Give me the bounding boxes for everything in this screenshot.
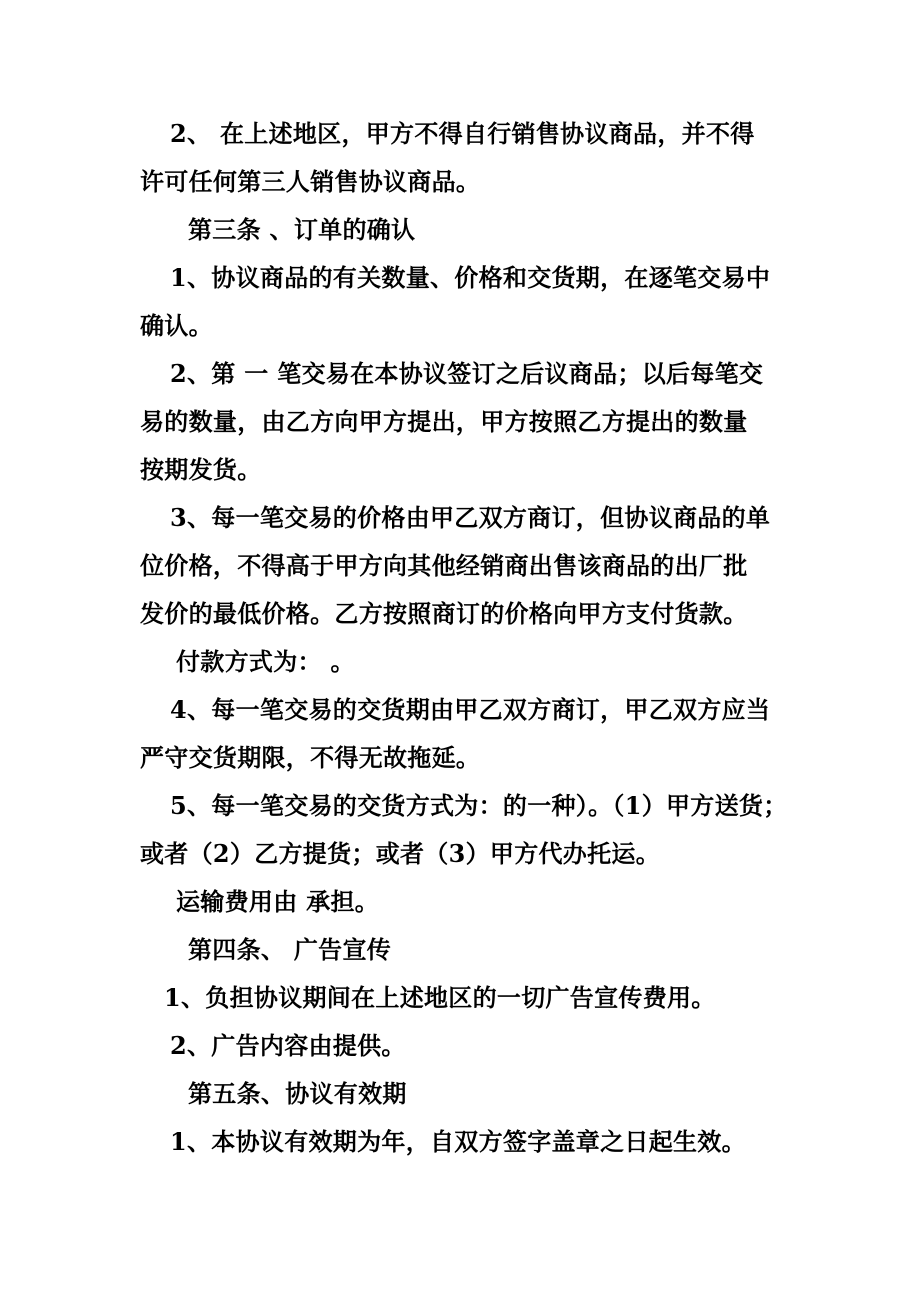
- text-line-14: 严守交货期限，不得无故拖延。: [140, 743, 481, 772]
- text-line-9: 3、每一笔交易的价格由甲乙双方商订，但协议商品的单: [170, 503, 771, 532]
- text-line-5: 确认。: [140, 311, 213, 340]
- text-line-4: 1、协议商品的有关数量、价格和交货期，在逐笔交易中: [170, 263, 771, 292]
- section-heading-3: 第三条 、订单的确认: [188, 215, 416, 244]
- text-line-8: 按期发货。: [140, 455, 262, 484]
- text-line-11: 发价的最低价格。乙方按照商订的价格向甲方支付货款。: [140, 599, 748, 628]
- section-heading-4: 第四条、 广告宣传: [188, 935, 392, 964]
- text-line-1: 2、 在上述地区，甲方不得自行销售协议商品，并不得: [170, 119, 755, 148]
- section-heading-5: 第五条、协议有效期: [188, 1079, 407, 1108]
- text-line-22: 1、本协议有效期为年，自双方签字盖章之日起生效。: [170, 1127, 746, 1156]
- text-line-6: 2、第 一 笔交易在本协议签订之后议商品；以后每笔交: [170, 359, 764, 388]
- text-line-16: 或者（2）乙方提货；或者（3）甲方代办托运。: [140, 839, 660, 868]
- text-line-2: 许可任何第三人销售协议商品。: [140, 167, 481, 196]
- text-line-13: 4、每一笔交易的交货期由甲乙双方商订，甲乙双方应当: [170, 695, 771, 724]
- text-line-12: 付款方式为： 。: [176, 647, 355, 676]
- text-line-19: 1、负担协议期间在上述地区的一切广告宣传费用。: [164, 983, 716, 1012]
- text-line-17: 运输费用由 承担。: [176, 887, 380, 916]
- text-line-10: 位价格，不得高于甲方向其他经销商出售该商品的出厂批: [140, 551, 748, 580]
- text-line-7: 易的数量，由乙方向甲方提出，甲方按照乙方提出的数量: [140, 407, 748, 436]
- text-line-20: 2、广告内容由提供。: [170, 1031, 406, 1060]
- text-line-15: 5、每一笔交易的交货方式为：的一种）。（1）甲方送货；: [170, 791, 788, 820]
